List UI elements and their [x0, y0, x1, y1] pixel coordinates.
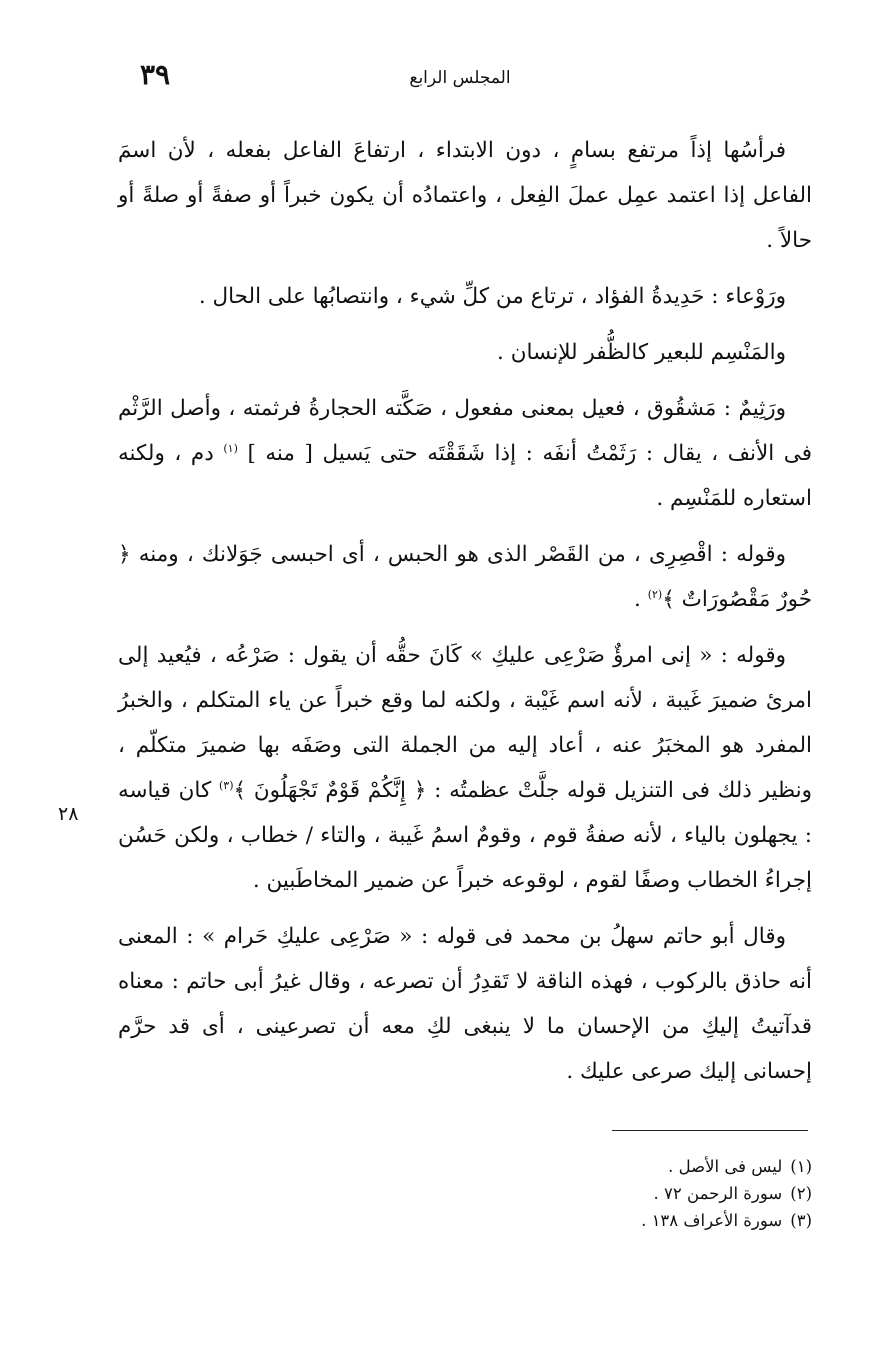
running-title: المجلس الرابع: [409, 68, 511, 88]
footnote-ref-2: (٢): [647, 587, 663, 601]
paragraph-2: ورَوْعاء : حَدِيدةُ الفؤاد ، ترتاع من كلِّ شيء ، وانتصابُها على الحال .: [198, 284, 786, 309]
footnote-2: [430, 1180, 812, 1207]
footnote-number: (٣): [790, 1211, 812, 1230]
paragraph-5-part-2: .: [634, 587, 641, 612]
paragraph-4: [118, 386, 812, 521]
paragraph-4-part-1: ورَثِيمٌ : مَشقُوق ، فعيل بمعنى مفعول ، صَكَّته الحجارةُ فرثمته ، وأصل الرَّثْم فى الأنف ، يقال : رَثَمْتُ أنفَه : إذا شَقَقْتَه حتى يَسيل [ منه ]: [118, 396, 812, 466]
page-number: ٣٩: [140, 58, 171, 91]
paragraph-5-part-1: وقوله : اقْصِرِى ، من القَصْر الذى هو الحبس ، أى احبسى جَوَلانك ، ومنه ﴿ حُورٌ مَقْصُورَاتٌ ﴾: [118, 542, 812, 612]
margin-number: ٢٨: [58, 803, 79, 825]
footnote-text: سورة الرحمن ٧٢ .: [653, 1184, 783, 1203]
footnotes: [430, 1153, 812, 1234]
main-text: [118, 128, 812, 1105]
paragraph-7: وقال أبو حاتم سهلُ بن محمد فى قوله : « صَرْعِى عليكِ حَرام » : المعنى أنه حاذق بالركوب ، فهذه الناقة لا تَقدِرُ أن تصرعه ، وقال غيرُ أبى حاتم : معناه قدآتيتُ إليكِ من الإحسان ما لا ينبغى لكِ معه أن تصرعينى ، أى قد حرَّم إحسانى إليك صرعى عليك .: [118, 924, 812, 1084]
footnote-divider: [612, 1130, 808, 1131]
footnote-number: (٢): [790, 1184, 812, 1203]
footnote-text: سورة الأعراف ١٣٨ .: [641, 1211, 783, 1230]
paragraph-6: [118, 633, 812, 903]
paragraph-6-part-2: كان قياسه : يجهلون بالياء ، لأنه صفةُ قوم ، وقومٌ اسمُ غَيبة ، والتاء / خطاب ، ولكن حَسُن إجراءُ الخطاب وصفًا لقوم ، لوقوعه خبراً عن ضمير المخاطَبين .: [118, 778, 812, 893]
footnote-1: [430, 1153, 812, 1180]
footnote-number: (١): [790, 1157, 812, 1176]
footnote-ref-3: (٣): [218, 778, 234, 792]
footnote-text: ليس فى الأصل .: [668, 1157, 783, 1176]
page-header: [110, 58, 810, 98]
paragraph-4-part-2: دم ، ولكنه استعاره للمَنْسِم .: [118, 441, 812, 511]
paragraph-3: والمَنْسِم للبعير كالظُّفر للإنسان .: [497, 340, 786, 365]
paragraph-5: [118, 532, 812, 622]
paragraph-6-part-1: وقوله : « إنى امرؤٌ صَرْعِى عليكِ » كَانَ حقُّه أن يقول : صَرْعُه ، فيُعيد إلى امرئ ضميرَ غَيبة ، لأنه اسم غَيْبة ، ولكنه لما وقع خبراً عن ياء المتكلم ، والخبرُ المفرد هو المخبَرُ عنه ، أعاد إليه من الجملة التى وصَفَه بها ضميرَ متكلّم ، ونظير ذلك فى التنزيل قوله جلَّتْ عظمتُه : ﴿ إِنَّكُمْ قَوْمٌ تَجْهَلُونَ ﴾: [118, 643, 812, 803]
footnote-3: [430, 1207, 812, 1234]
footnote-ref-1: (١): [223, 441, 238, 455]
paragraph-1: فرأسُها إذاً مرتفع بسامٍ ، دون الابتداء ، ارتفاعَ الفاعل بفعله ، لأن اسمَ الفاعل إذا اعتمد عمِل عملَ الفِعل ، واعتمادُه أن يكون خبراً أو صفةً أو صلةً أو حالاً .: [118, 138, 812, 253]
